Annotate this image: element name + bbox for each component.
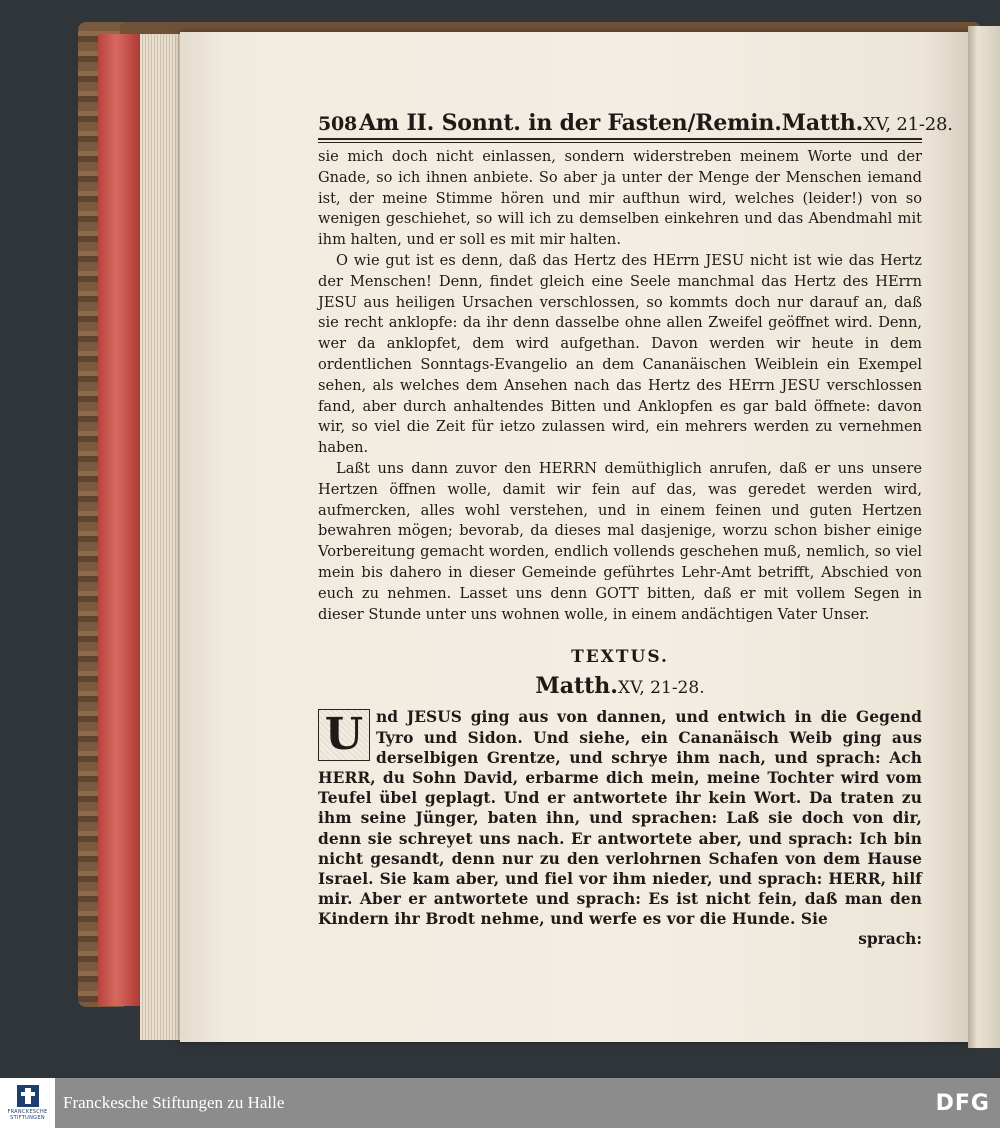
header-title: Am II. Sonnt. in der Fasten/Remin. bbox=[359, 110, 782, 136]
page-number: 508 bbox=[318, 113, 358, 135]
scripture-text bbox=[318, 707, 922, 929]
textus-heading: TEXTUS. bbox=[571, 647, 669, 668]
running-header bbox=[318, 110, 953, 140]
institution-name[interactable]: Franckesche Stiftungen zu Halle bbox=[63, 1093, 285, 1112]
header-reference bbox=[782, 110, 953, 136]
book-page bbox=[180, 32, 970, 1042]
cross-logo-icon bbox=[17, 1085, 39, 1107]
book-cover-right bbox=[968, 26, 1000, 1048]
header-rule bbox=[318, 142, 922, 143]
red-page-edge bbox=[98, 34, 144, 1006]
catchword: sprach: bbox=[858, 929, 922, 948]
logo-caption: FRANCKESCHE STIFTUNGEN bbox=[7, 1109, 48, 1121]
paragraph: sie mich doch nicht einlassen, sondern widerstreben meinem Worte und der Gnade, so ich ihnen anbiete. So aber ja unter der Menge der Menschen iemand ist, der meine Stimme hören und mir aufthun wird, welches (leider!) von so wenigen geschiehet, so will ich zu demselben einkehren und das Abendmahl mit ihm halten, und er soll es mit mir halten. bbox=[318, 148, 922, 249]
drop-cap: U bbox=[318, 709, 370, 761]
page-text bbox=[318, 110, 953, 948]
footer-bar bbox=[0, 1078, 1000, 1128]
sermon-body bbox=[318, 147, 922, 625]
header-verses: XV, 21-28. bbox=[863, 114, 953, 135]
dfg-logo[interactable]: DFG bbox=[935, 1090, 990, 1116]
institution-logo[interactable] bbox=[0, 1078, 55, 1128]
header-book: Matth. bbox=[781, 110, 864, 136]
paragraph: Laßt uns dann zuvor den HERRN demüthiglich anrufen, daß er uns unsere Hertzen öffnen wolle, damit wir fein auf das, was geredet werden wird, aufmercken, alles wohl verstehen, und in einem feinen und guten Hertzen bewahren mögen; bevorab, da dieses mal dasjenige, worzu schon bisher einige Vorbereitung gemacht worden, endlich vollends geschehen muß, nemlich, so viel mein bis dahero in dieser Gemeinde geführtes Lehr-Amt betrifft, Abschied von euch zu nehmen. Lasset uns denn GOTT bitten, daß er mit vollem Segen in dieser Stunde unter uns wohnen wolle, in einem andächtigen Vater Unser. bbox=[318, 459, 922, 623]
textus-book: Matth. bbox=[535, 673, 618, 700]
textus-verses: XV, 21-28. bbox=[617, 678, 705, 699]
textus-reference bbox=[318, 673, 922, 699]
scripture-body: nd JESUS ging aus von dannen, und entwich in die Gegend Tyro und Sidon. Und siehe, ein Cananäisch Weib ging aus derselbigen Grentze, und schrye ihm nach, und sprach: Ach HERR, du Sohn David, erbarme dich mein, meine Tochter wird vom Teufel übel geplagt. Und er antwortete ihr kein Wort. Da traten zu ihm seine Jünger, baten ihn, und sprachen: Laß sie doch von dir, denn sie schreyet uns nach. Er antwortete aber, und sprach: Ich bin nicht gesandt, denn nur zu den verlohrnen Schafen von dem Hause Israel. Sie kam aber, und fiel vor ihm nieder, und sprach: HERR, hilf mir. Aber er antwortete und sprach: Es ist nicht fein, daß man den Kindern ihr Brodt nehme, und werfe es vor die Hunde. Sie bbox=[318, 708, 922, 929]
paragraph: O wie gut ist es denn, daß das Hertz des HErrn JESU nicht ist wie das Hertz der Menschen! Denn, findet gleich eine Seele manchmal das Hertz des HErrn JESU aus heiligen Ursachen verschlossen, so kommts doch nur darauf an, daß sie recht anklopfe: da ihr denn dasselbe ohne allen Zweifel geöffnet wird. Denn, wer da anklopfet, dem wird aufgethan. Davon werden wir heute in dem ordentlichen Sonntags-Evangelio an dem Cananäischen Weiblein ein Exempel sehen, als welches dem Ansehen nach das Hertz des HErrn JESU verschlossen fand, aber durch anhaltendes Bitten und Anklopfen es gar bald öffnete: davon wir, so viel die Zeit für ietzo zulassen wird, ein mehrers werden zu vernehmen haben. bbox=[318, 251, 922, 457]
